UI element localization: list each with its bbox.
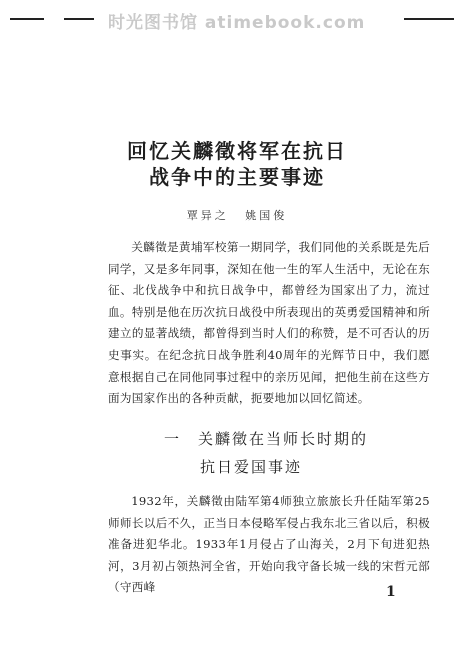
intro-paragraph: 关麟徵是黄埔军校第一期同学，我们同他的关系既是先后同学，又是多年同事，深知在他一生的军人生活中，无论在东征、北伐战争中和抗日战争中，都曾经为国家出了力，流过血。特别是他在历次抗日战役中所表现出的英勇爱国精神和所建立的显著战绩，都曾得到当时人们的称赞，是不可否认的历史事实。在纪念抗日战争胜利40周年的光辉节日中，我们愿意根据自己在同他同事过程中的亲历见闻，把他生前在这些方面为国家作出的各种贡献，扼要地加以回忆简述。	[108, 240, 430, 406]
header-rule-mid	[64, 18, 94, 20]
article-title-line2: 战争中的主要事迹	[149, 165, 325, 189]
section-body-paragraph: 1932年，关麟徵由陆军第4师独立旅旅长升任陆军第25师师长以后不久，正当日本侵略军侵占我东北三省以后，积极准备进犯华北。1933年1月侵占了山海关，2月下旬进犯热河，3月初占领热河全省，开始向我守备长城一线的宋哲元部（守西峰	[108, 494, 430, 595]
header-rule-left	[10, 18, 44, 20]
section-heading-line2: 抗日爱国事迹	[200, 458, 303, 476]
header-rule-right	[404, 18, 454, 20]
article-authors: 覃异之 姚国俊	[186, 209, 288, 222]
section-heading-line1: 一 关麟徵在当师长时期的	[164, 430, 369, 448]
watermark-text: 时光图书馆 atimebook.com	[108, 13, 366, 33]
page-number: 1	[386, 584, 396, 600]
page-header	[0, 6, 474, 33]
article-title-line1: 回忆关麟徵将军在抗日	[127, 139, 347, 163]
